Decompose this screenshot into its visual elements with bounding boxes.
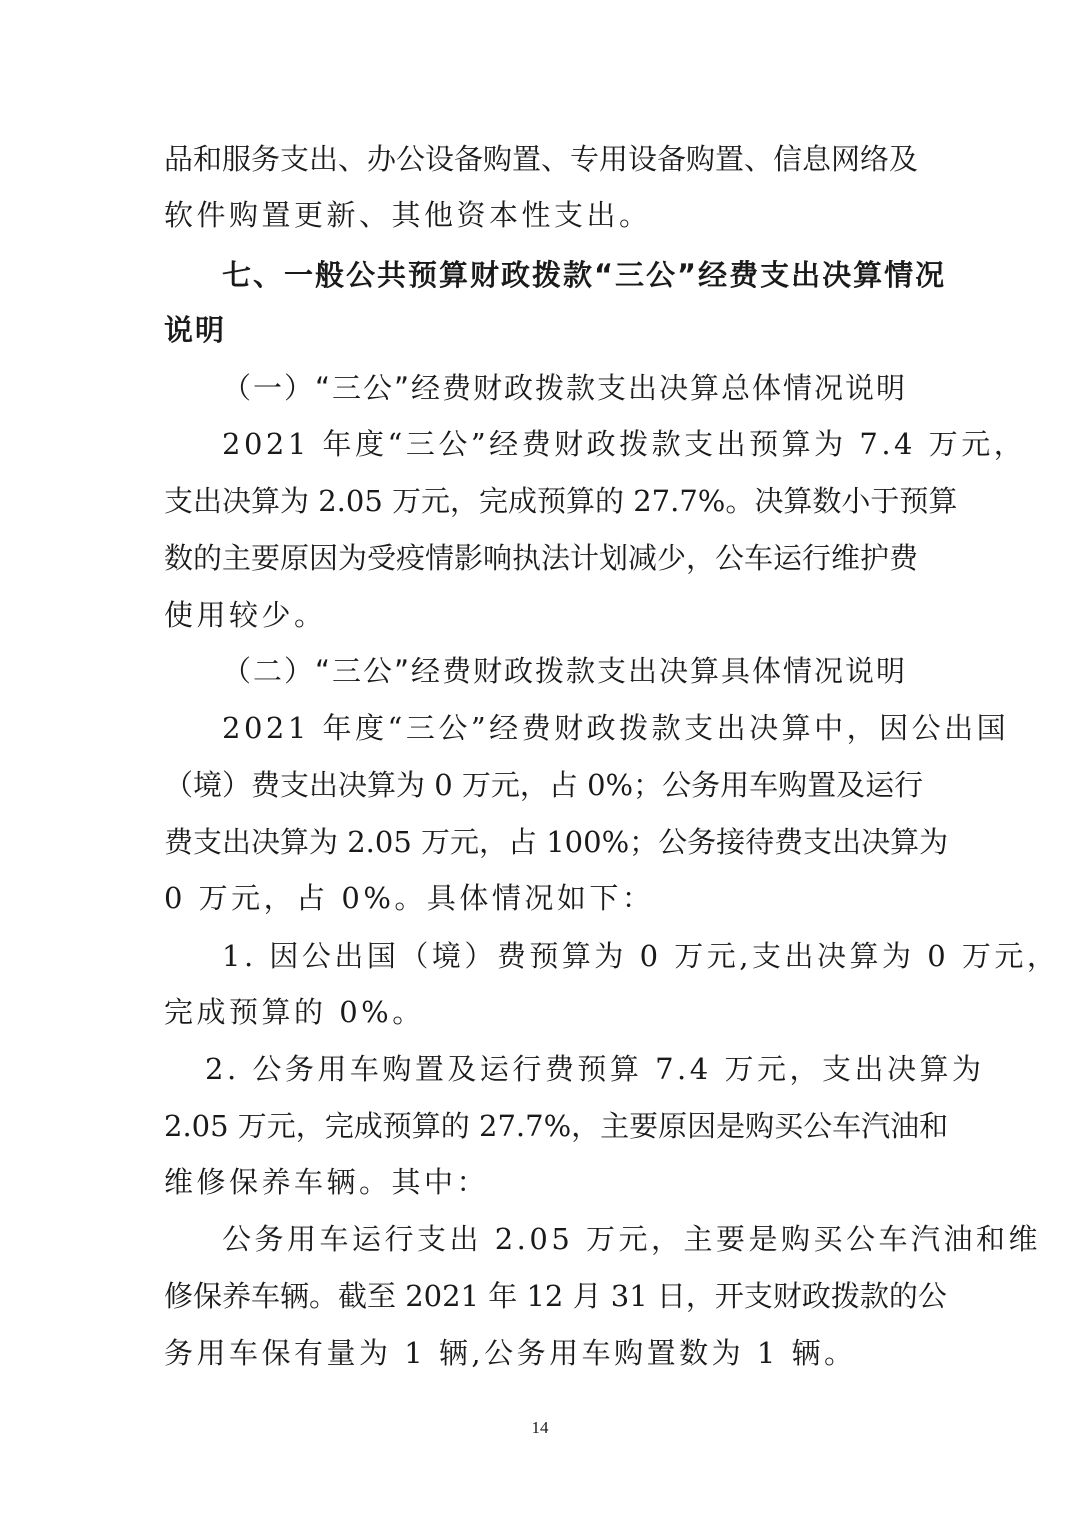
paragraph-line: 数的主要原因为受疫情影响执法计划减少，公车运行维护费 [164, 541, 919, 575]
list-item-continued: 维修保养车辆。其中： [164, 1165, 490, 1199]
subsection-heading: （二）“三公”经费财政拨款支出决算具体情况说明 [222, 654, 908, 688]
paragraph-line: 修保养车辆。截至 2021 年 12 月 31 日，开支财政拨款的公 [164, 1279, 947, 1313]
list-item-continued: 2.05 万元，完成预算的 27.7%，主要原因是购买公车汽油和 [164, 1109, 949, 1143]
paragraph-line: 软件购置更新、其他资本性支出。 [164, 198, 652, 232]
paragraph-line: 使用较少。 [164, 598, 327, 632]
subsection-heading: （一）“三公”经费财政拨款支出决算总体情况说明 [222, 371, 908, 405]
paragraph-line: 2021 年度“三公”经费财政拨款支出预算为 7.4 万元， [222, 427, 1027, 461]
paragraph-line: （境）费支出决算为 0 万元，占 0%；公务用车购置及运行 [164, 768, 924, 802]
paragraph-line: 务用车保有量为 1 辆,公务用车购置数为 1 辆。 [164, 1336, 857, 1370]
paragraph-line: 品和服务支出、办公设备购置、专用设备购置、信息网络及 [164, 142, 919, 176]
paragraph-line: 支出决算为 2.05 万元，完成预算的 27.7%。决算数小于预算 [164, 484, 958, 518]
list-item: 2. 公务用车购置及运行费预算 7.4 万元，支出决算为 [205, 1052, 985, 1086]
section-heading: 七、一般公共预算财政拨款“三公”经费支出决算情况 [222, 258, 947, 292]
paragraph-line: 0 万元，占 0%。具体情况如下： [164, 881, 655, 915]
section-heading-continued: 说明 [164, 313, 227, 347]
list-item: 1. 因公出国（境）费预算为 0 万元,支出决算为 0 万元， [222, 939, 1060, 973]
paragraph-line: 费支出决算为 2.05 万元，占 100%；公务接待费支出决算为 [164, 825, 949, 859]
paragraph-line: 2021 年度“三公”经费财政拨款支出决算中，因公出国 [222, 711, 1010, 745]
list-item-continued: 完成预算的 0%。 [164, 995, 425, 1029]
paragraph-line: 公务用车运行支出 2.05 万元，主要是购买公车汽油和维 [222, 1222, 1042, 1256]
page-number: 14 [531, 1418, 549, 1437]
